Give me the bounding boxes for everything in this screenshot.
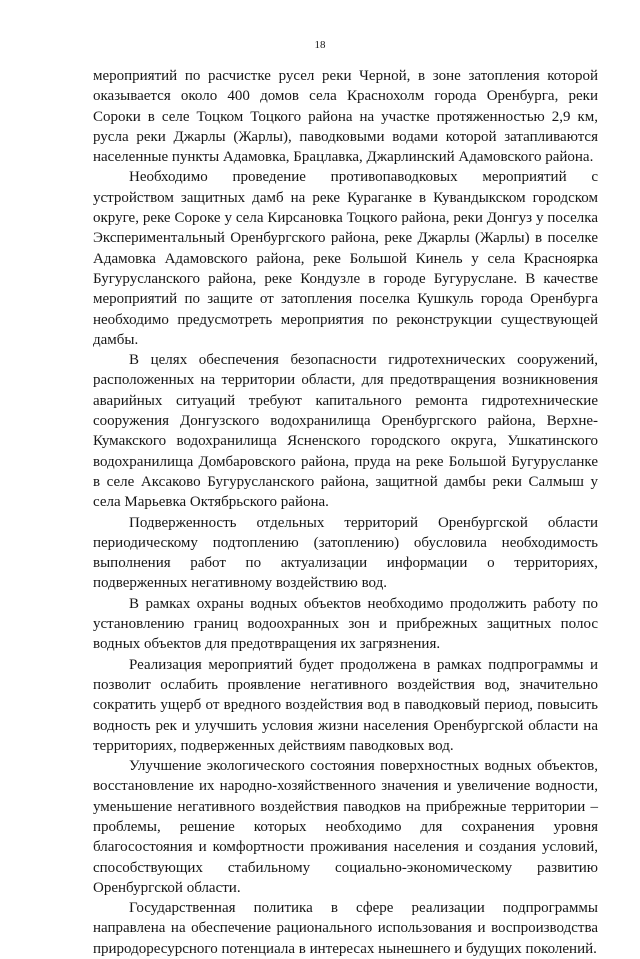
paragraph-5: В рамках охраны водных объектов необходимо продолжить работу по установлению границ водоохранных зон и прибрежных защитных полос водных объектов для предотвращения их загрязнения.: [93, 595, 598, 653]
page-number: 18: [314, 39, 326, 51]
paragraph-1: мероприятий по расчистке русел реки Черной, в зоне затопления которой оказывается около 400 домов села Краснохолм города Оренбурга, реки Сороки в селе Тоцком Тоцкого района на участке протяженностью 2,9 км, русла реки Джарлы (Жарлы), паводковыми водами которой затапливаются населенные пункты Адамовка, Брацлавка, Джарлинский Адамовского района.: [93, 68, 598, 166]
document-body: [93, 66, 598, 959]
paragraph-7: Улучшение экологического состояния поверхностных водных объектов, восстановление их народно-хозяйственного значения и увеличение водности, уменьшение негативного воздействия паводков на прибрежные территории – проблемы, решение которых необходимо для сохранения уровня благосостояния и комфортности проживания населения и создания условий, способствующих стабильному социально-экономическому развитию Оренбургской области.: [93, 758, 598, 896]
paragraph-4: Подверженность отдельных территорий Оренбургской области периодическому подтоплению (затоплению) обусловила необходимость выполнения работ по актуализации информации о территориях, подверженных негативному воздействию вод.: [93, 514, 598, 592]
paragraph-6: Реализация мероприятий будет продолжена в рамках подпрограммы и позволит ослабить проявление негативного воздействия вод, значительно сократить ущерб от вредного воздействия вод в паводковый период, повысить водность рек и улучшить условия жизни населения Оренбургской области на территориях, подверженных действиям паводковых вод.: [93, 656, 598, 754]
paragraph-2: Необходимо проведение противопаводковых мероприятий с устройством защитных дамб на реке Кураганке в Кувандыкском городском округе, реке Сороке у села Кирсановка Тоцкого района, реки Донгуз у поселка Экспериментальный Оренбургского района, реке Джарлы (Жарлы) в поселке Адамовка Адамовского района, реке Большой Кинель у села Красноярка Бугурусланского района, реке Кондузле в городе Бугуруслане. В качестве мероприятий по защите от затопления поселка Кушкуль города Оренбурга необходимо предусмотреть мероприятия по реконструкции существующей дамбы.: [93, 169, 598, 348]
paragraph-8: Государственная политика в сфере реализации подпрограммы направлена на обеспечение рационального использования и воспроизводства природоресурсного потенциала в интересах нынешнего и будущих поколений.: [93, 900, 598, 957]
paragraph-3: В целях обеспечения безопасности гидротехнических сооружений, расположенных на территории области, для предотвращения возникновения аварийных ситуаций требуют капитального ремонта гидротехнические сооружения Донгузского водохранилища Оренбургского района, Верхне-Кумакского водохранилища Ясненского городского округа, Ушкатинского водохранилища Домбаровского района, пруда на реке Большой Бугурусланке в селе Аксаково Бугурусланского района, защитной дамбы реки Салмыш у села Марьевка Октябрьского района.: [93, 352, 598, 511]
